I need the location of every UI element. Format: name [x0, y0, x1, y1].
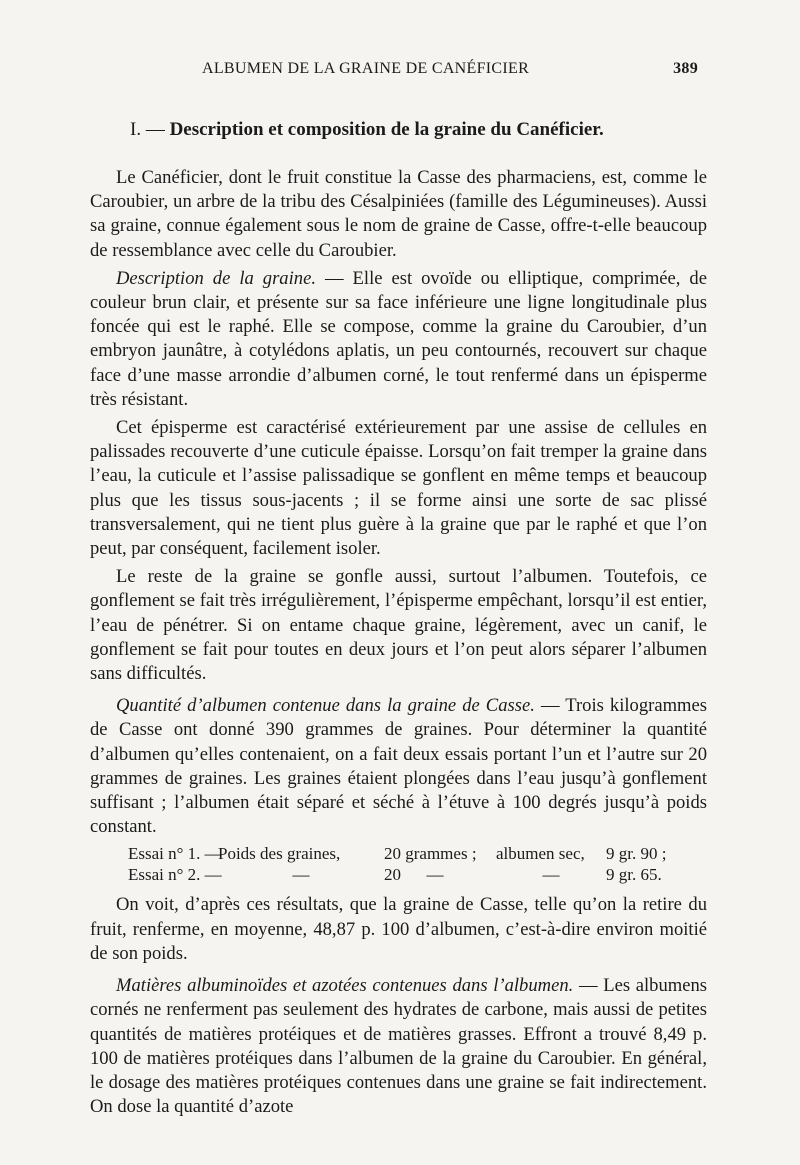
page-number: 389: [673, 60, 698, 77]
running-header: [90, 60, 708, 82]
paragraph-lead: Quantité d’albumen contenue dans la graine de Casse.: [116, 695, 535, 717]
paragraph-text: Cet épisperme est caractérisé extérieurement par une assise de cellules en palissades recouverte d’une cuticule épaisse. Lorsqu’on fait tremper la graine dans l’eau, la cuticule et l’assise palissadique se gonflent en même temps et beaucoup plus que les tissus sous-jacents ; il se forme ainsi une sorte de sac plissé transversalement, qui ne tient plus guère à la graine que par le raphé et que l’on peut, par conséquent, facilement isoler.: [90, 417, 707, 560]
paragraph-text: On voit, d’après ces résultats, que la graine de Casse, telle qu’on la retire du fruit, renferme, en moyenne, 48,87 p. 100 d’albumen, c’est-à-dire environ moitié de son poids.: [90, 894, 707, 964]
paragraph-results: [90, 893, 707, 966]
paragraph-text: — Les albumens cornés ne renferment pas seulement des hydrates de carbone, mais aussi de petites quantités de matières protéiques et de matières grasses. Effront a trouvé 8,49 p. 100 de matières protéiques dans l’albumen de la graine du Caroubier. En général, le dosage des matières protéiques contenues dans une graine se fait indirectement. On dose la quantité d’azote: [90, 975, 707, 1118]
trial-albumen-label: —: [542, 865, 560, 885]
trial-seed-weight-label: Poids des graines,: [218, 844, 341, 864]
trial-seed-weight-label: —: [292, 865, 310, 885]
trial-albumen-weight: 9 gr. 65.: [606, 865, 662, 885]
section-heading: [130, 119, 604, 141]
paragraph-description: [90, 267, 707, 412]
paragraph-episperm: [90, 416, 707, 561]
paragraph-text: — Elle est ovoïde ou elliptique, comprimée, de couleur brun clair, et présente sur sa face inférieure une ligne longitudinale plus foncée qui est le raphé. Elle se compose, comme la graine du Caroubier, d’un embryon jaunâtre, à cotylédons aplatis, un peu contournés, recouvert sur chaque face d’une masse arrondie d’albumen corné, le tout renfermé dans un épisperme très résistant.: [90, 267, 707, 410]
trial-row-2: [128, 864, 707, 885]
paragraph-lead: Matières albuminoïdes et azotées contenues dans l’albumen.: [116, 975, 574, 997]
trial-label: Essai n° 2. —: [128, 865, 222, 885]
paragraph-intro: [90, 166, 707, 263]
paragraph-quantity: [90, 694, 707, 839]
paragraph-lead: Description de la graine.: [116, 267, 316, 289]
trial-albumen-weight: 9 gr. 90 ;: [606, 844, 667, 864]
section-title: Description et composition de la graine du Canéficier.: [169, 119, 604, 140]
body-text: [90, 166, 707, 1123]
paragraph-albuminoids: [90, 974, 707, 1119]
paragraph-text: — Trois kilogrammes de Casse ont donné 390 grammes de graines. Pour déterminer la quantité d’albumen qu’elles contenaient, on a fait deux essais portant l’un et l’autre sur 20 grammes de graines. Les graines étaient plongées dans l’eau jusqu’à gonflement suffisant ; l’albumen était séparé et séché à l’étuve à 100 degrés jusqu’à poids constant.: [90, 695, 708, 838]
trials-table: [128, 843, 707, 885]
paragraph-text: Le Canéficier, dont le fruit constitue la Casse des pharmaciens, est, comme le Caroubier, un arbre de la tribu des Césalpiniées (famille des Légumineuses). Aussi sa graine, connue également sous le nom de graine de Casse, offre-t-elle beaucoup de ressemblance avec celle du Caroubier.: [90, 167, 707, 261]
running-title: ALBUMEN DE LA GRAINE DE CANÉFICIER: [202, 60, 530, 77]
paragraph-text: Le reste de la graine se gonfle aussi, surtout l’albumen. Toutefois, ce gonflement se fait très irrégulièrement, l’épisperme empêchant, lorsqu’il est entier, l’eau de pénétrer. Si on entame chaque graine, légèrement, avec un canif, le gonflement se fait pour toutes en deux jours et l’on peut alors séparer l’albumen sans difficultés.: [90, 566, 707, 685]
paragraph-swelling: [90, 565, 707, 686]
section-number: I. —: [130, 119, 165, 140]
trial-label: Essai n° 1. —: [128, 844, 222, 864]
trial-seed-weight: 20 grammes ;: [384, 844, 477, 864]
trial-seed-weight: 20 —: [384, 865, 444, 885]
trial-albumen-label: albumen sec,: [496, 844, 585, 864]
trial-row-1: [128, 843, 707, 864]
